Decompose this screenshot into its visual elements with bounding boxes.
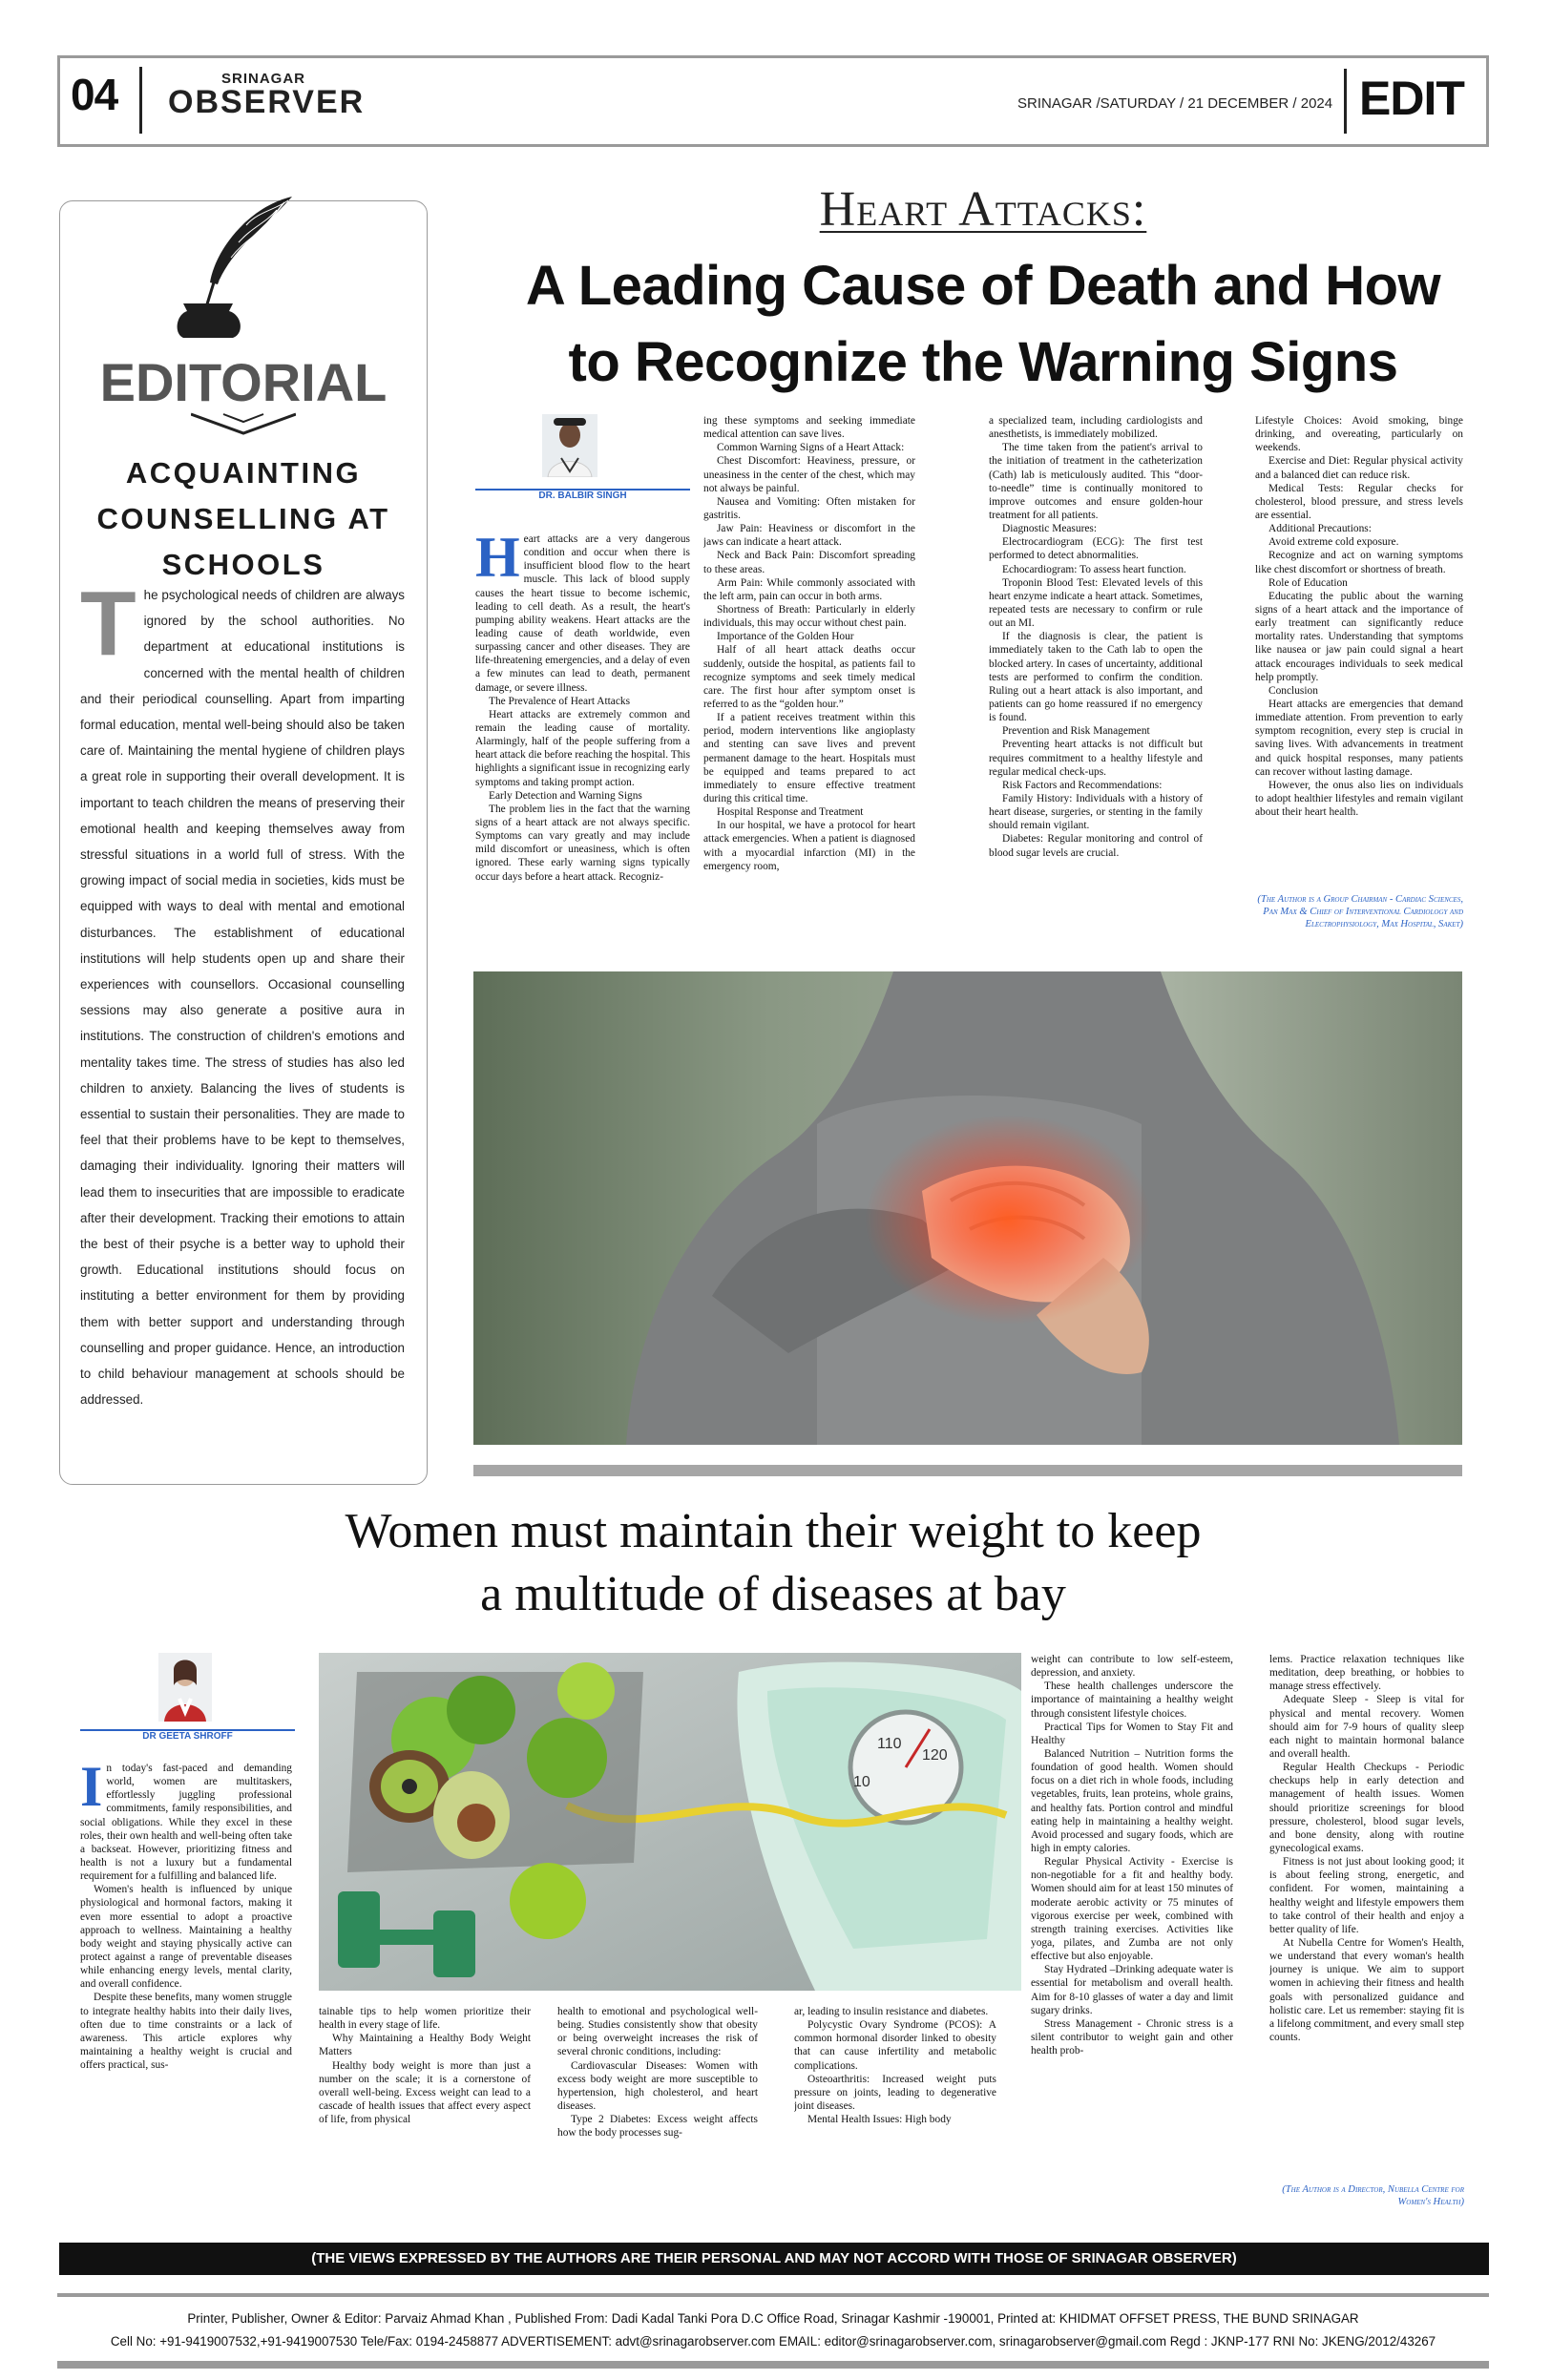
editorial-title-line: SCHOOLS [161, 548, 325, 581]
paragraph: Medical Tests: Regular checks for cholesterol, blood pressure, and stress levels are essential. [1255, 482, 1463, 521]
masthead-divider [139, 67, 142, 134]
article2-headline-line: a multitude of diseases at bay [480, 1567, 1066, 1621]
paragraph: Recognize and act on warning symptoms like chest discomfort or shortness of breath. [1255, 550, 1463, 575]
article1-headline-line: to Recognize the Warning Signs [568, 331, 1398, 393]
article2-dropcap: I [80, 1762, 103, 1818]
paragraph: Adequate Sleep - Sleep is vital for physical and mental recovery. Women should aim for 7-9 hours of quality sleep each night to maintain hormonal balance and overall health. [1269, 1694, 1464, 1760]
article1-author: DR. BALBIR SINGH [538, 491, 627, 501]
paragraph: Preventing heart attacks is not difficult but requires commitment to a healthy lifestyle and regular medical check-ups. [989, 739, 1203, 778]
author-photo [158, 1653, 212, 1722]
section-separator [473, 1465, 1462, 1476]
paper-name: OBSERVER [168, 84, 366, 120]
paragraph: Exercise and Diet: Regular physical activity and a balanced diet can reduce risk. [1255, 455, 1463, 481]
article2-column-2 [319, 2005, 531, 2234]
paragraph: health to emotional and psychological well-being. Studies consistently show that obesity or being overweight increases the risk of several chronic conditions, including: [557, 2006, 758, 2058]
paragraph: Electrocardiogram (ECG): The first test performed to detect abnormalities. [989, 536, 1203, 562]
quill-ink-icon [162, 191, 305, 342]
paper-name-small: SRINAGAR [221, 71, 306, 87]
footer-rule-bottom [57, 2361, 1489, 2369]
chest-pain-photo [473, 971, 1462, 1445]
section-label: EDIT [1359, 72, 1464, 125]
paragraph: Arm Pain: While commonly associated with the left arm, pain can occur in both arms. [703, 576, 915, 602]
paragraph: Shortness of Breath: Particularly in elderly individuals, this may occur without chest pain. [703, 603, 915, 630]
paragraph: Family History: Individuals with a history of heart disease, surgeries, or stenting in the family should remain vigilant. [989, 792, 1203, 832]
paragraph: Heart attacks are emergencies that demand immediate attention. From prevention to early symptom recognition, every step is crucial in saving lives. With advancements in treatment and quick hospital responses, many patients can recover without lasting damage. [1255, 698, 1463, 778]
scale-number: 10 [853, 1774, 870, 1790]
article1-column-4 [1255, 414, 1463, 884]
paragraph: Importance of the Golden Hour [717, 631, 854, 643]
article1-column-2 [703, 414, 915, 945]
paragraph: If a patient receives treatment within this period, modern interventions like angioplasty and stenting can save lives and prevent permanent damage to the heart. Hospitals must be equipped and teams prepared to act immediately to ensure effective treatment during this critical time. [703, 712, 915, 804]
paragraph: Lifestyle Choices: Avoid smoking, binge drinking, and overeating, particularly on weekends. [1255, 415, 1463, 454]
paragraph: Healthy body weight is more than just a number on the scale; it is a cornerstone of overall well-being. Excess weight can lead to a cascade of health issues that affect every aspect of life, from physical [319, 2059, 531, 2126]
paragraph: The time taken from the patient's arrival to the initiation of treatment in the catheterization (Cath) lab is meticulously audited. This “door-to-needle” time is continually monitored to improve outcomes and ensure golden-hour treatment for all patients. [989, 442, 1203, 521]
paragraph: Type 2 Diabetes: Excess weight affects how the body processes sug- [557, 2114, 758, 2140]
paragraph: Neck and Back Pain: Discomfort spreading to these areas. [703, 550, 915, 575]
paragraph: Educating the public about the warning signs of a heart attack and the importance of early treatment can significantly reduce mortality rates. Understanding that symptoms like nausea or jaw pain could signal a heart attack encourages individuals to seek medical help promptly. [1255, 590, 1463, 683]
paragraph: tainable tips to help women prioritize their health in every stage of life. [319, 2006, 531, 2032]
editorial-text: he psychological needs of children are always ignored by the school authorities. No department at educational institutions is concerned with the mental health of children and their periodical counselling. Apart from imparting formal education, mental well-being should also be taken care of. Maintaining the mental hygiene of children plays a great role in supporting their overall development. It is important to teach children the means of preserving their emotional health and keeping themselves away from stressful situations in a world full of stress. With the growing impact of social media in societies, kids must be equipped with ways to deal with mental and emotional disturbances. The establishment of educational institutions will help students open up and share their experiences with counsellors. Occasional counselling sessions may also generate a positive aura in institutions. The construction of children's emotions and mentality takes time. The stress of studies has also led children to anxiety. Balancing the lives of students is essential to sustain their personalities. They are made to feel that their problems have to be kept to themselves, damaging their individuality. Ignoring their matters will lead them to insecurities that are impossible to eradicate after their development. Tracking their emotions to attain the best of their psyche is a better way to uphold their growth. Educational institutions should focus on instituting a better environment for them by providing them with better support and understanding through counselling and proper guidance. Hence, an introduction to child behaviour management at schools should be addressed. [80, 588, 405, 1408]
article2-credit: (The Author is a Director, Nubella Centre for Women's Health) [1282, 2184, 1464, 2208]
article2-headline [57, 1500, 1489, 1626]
paragraph: weight can contribute to low self-esteem, depression, and anxiety. [1031, 1654, 1233, 1680]
paragraph: Role of Education [1268, 576, 1348, 589]
paragraph: Heart attacks are extremely common and remain the leading cause of mortality. Alarmingly, half of the people suffering from a heart attack die before reaching the hospital. This highlights a significant issue in recognizing early symptoms and taking prompt action. [475, 708, 690, 788]
editorial-dropcap: T [80, 582, 136, 675]
paragraph: These health challenges underscore the importance of maintaining a healthy weight through consistent lifestyle choices. [1031, 1681, 1233, 1720]
paragraph: Despite these benefits, many women struggle to integrate healthy habits into their daily lives, often due to time constraints or a lack of awareness. This article explores why maintaining a healthy weight is crucial and offers practical, sus- [80, 1992, 292, 2072]
article2-headline-line: Women must maintain their weight to keep [345, 1504, 1202, 1558]
paragraph: Nausea and Vomiting: Often mistaken for gastritis. [703, 495, 915, 521]
paragraph: If the diagnosis is clear, the patient is immediately taken to the Cath lab to open the blocked artery. In cases of uncertainty, additional tests are performed to confirm the condition. Ruling out a heart attack is also important, and patients can go home reassured if no emergency is found. [989, 631, 1203, 724]
paragraph: eart attacks are a very dangerous condition and occur when there is insufficient blood flow to the heart muscle. This lack of blood supply causes the heart tissue to become ischemic, leading to cell death. As a result, the heart's pumping ability weakens. Heart attacks are the leading cause of death worldwide, even surpassing cancer and other diseases. They are life-threatening emergencies, and a delay of even a few minutes can lead to death, permanent damage, or severe illness. [475, 533, 690, 694]
page-number: 04 [71, 70, 118, 119]
fruits-scale-photo [319, 1653, 1021, 1991]
article1-column-3 [989, 414, 1203, 945]
editorial-title-line: ACQUAINTING [125, 456, 362, 490]
paragraph: Echocardiogram: To assess heart function. [1002, 563, 1186, 575]
paragraph: Why Maintaining a Healthy Body Weight Matters [319, 2033, 531, 2058]
paragraph: Mental Health Issues: High body [807, 2114, 952, 2126]
article2-column-4 [794, 2005, 996, 2234]
editorial-label: EDITORIAL [99, 352, 388, 412]
paragraph: Prevention and Risk Management [1002, 725, 1150, 738]
paragraph: Common Warning Signs of a Heart Attack: [717, 442, 905, 454]
scale-number: 120 [922, 1747, 948, 1764]
editorial-title-line: COUNSELLING AT [96, 502, 390, 535]
editorial-title [59, 450, 428, 588]
paragraph: Avoid extreme cold exposure. [1268, 536, 1399, 549]
scale-number: 110 [877, 1736, 902, 1752]
paragraph: Polycystic Ovary Syndrome (PCOS): A common hormonal disorder linked to obesity that can cause infertility and metabolic complications. [794, 2019, 996, 2072]
paragraph: Diagnostic Measures: [1002, 523, 1098, 535]
article1-dropcap: H [475, 532, 520, 589]
paragraph: ing these symptoms and seeking immediate medical attention can save lives. [703, 415, 915, 441]
author-photo [542, 414, 597, 477]
paragraph: Practical Tips for Women to Stay Fit and Healthy [1031, 1721, 1233, 1746]
paragraph: Jaw Pain: Heaviness or discomfort in the jaws can indicate a heart attack. [703, 523, 915, 549]
article2-column-3 [557, 2005, 758, 2234]
chevron-down-icon [191, 412, 296, 437]
paragraph: At Nubella Centre for Women's Health, we understand that every woman's health journey is unique. We aim to support women in achieving their fitness and health goals with personalized guidance and holistic care. Let us remember: staying fit is a lifelong commitment, and every small step counts. [1269, 1936, 1464, 2043]
imprint-line-2: Cell No: +91-9419007532,+91-9419007530 Tele/Fax: 0194-2458877 ADVERTISEMENT: advt@srinagarobserver.com EMAIL: editor@srinagarobserver.com, srinagarobserver@gmail.com Regd : JKNP-177 RNI No: JKENG/2012/43267 [110, 2334, 1436, 2349]
article2-column-1 [80, 1762, 292, 2229]
editorial-body [80, 582, 405, 1474]
paragraph: In our hospital, we have a protocol for heart attack emergencies. When a patient is diagnosed with a myocardial infarction (MI) in the emergency room, [703, 820, 915, 872]
disclaimer-bar: (THE VIEWS EXPRESSED BY THE AUTHORS ARE THEIR PERSONAL AND MAY NOT ACCORD WITH THOSE OF SRINAGAR OBSERVER) [59, 2243, 1489, 2275]
article1-column-1 [475, 532, 690, 943]
paragraph: Early Detection and Warning Signs [489, 789, 642, 802]
paragraph: Chest Discomfort: Heaviness, pressure, or uneasiness in the center of the chest, which may not always be painful. [703, 455, 915, 494]
paragraph: Balanced Nutrition – Nutrition forms the foundation of good health. Women should focus on a diet rich in whole foods, including vegetables, fruits, lean proteins, whole grains, and healthy fats. Portion control and mindful eating help in maintaining a healthy weight. Avoid processed and sugary foods, which are high in empty calories. [1031, 1747, 1233, 1854]
paragraph: Regular Health Checkups - Periodic checkups help in early detection and management of health issues. Women should prioritize screenings for blood pressure, cholesterol, blood sugar levels, and bone density, along with routine gynecological exams. [1269, 1762, 1464, 1854]
paragraph: Fitness is not just about looking good; it is about feeling strong, energetic, and confident. For women, maintaining a healthy weight and lifestyle empowers them to take control of their health and enjoy a better quality of life. [1269, 1856, 1464, 1935]
paragraph: However, the onus also lies on individuals to adopt healthier lifestyles and remain vigilant about their heart health. [1255, 779, 1463, 819]
article1-headline [449, 248, 1518, 401]
paragraph: Half of all heart attack deaths occur suddenly, outside the hospital, as patients fail to recognize symptoms and seek timely medical care. The first hour after symptom onset is referred to as the “golden hour.” [703, 644, 915, 710]
paragraph: Regular Physical Activity - Exercise is non-negotiable for a fit and healthy body. Women should aim for at least 150 minutes of moderate aerobic activity or 75 minutes of vigorous exercise per week, combined with strength training exercises. Activities like yoga, pilates, and Zumba are not only effective but also enjoyable. [1031, 1856, 1233, 1963]
paragraph: lems. Practice relaxation techniques like meditation, deep breathing, or hobbies to manage stress effectively. [1269, 1654, 1464, 1693]
paragraph: a specialized team, including cardiologists and anesthetists, is immediately mobilized. [989, 415, 1203, 441]
imprint-line-1: Printer, Publisher, Owner & Editor: Parvaiz Ahmad Khan , Published From: Dadi Kadal Tanki Pora D.C Office Road, Srinagar Kashmir -190001, Printed at: KHIDMAT OFFSET PRESS, THE BUND SRINAGAR [187, 2311, 1359, 2326]
dateline: SRINAGAR /SATURDAY / 21 DECEMBER / 2024 [1017, 95, 1333, 112]
footer-rule-top [57, 2293, 1489, 2297]
paragraph: Troponin Blood Test: Elevated levels of this heart enzyme indicate a heart attack. Sometimes, repeated tests are necessary to confirm or rule out an MI. [989, 576, 1203, 630]
paragraph: Stay Hydrated –Drinking adequate water is essential for metabolism and overall health. Aim for 8-10 glasses of water a day and limit sugary drinks. [1031, 1964, 1233, 2016]
paragraph: Stress Management - Chronic stress is a silent contributor to weight gain and other health prob- [1031, 2017, 1233, 2057]
paragraph: Risk Factors and Recommendations: [1002, 779, 1163, 791]
paragraph: Osteoarthritis: Increased weight puts pressure on joints, leading to degenerative joint diseases. [794, 2073, 996, 2112]
masthead-divider-right [1344, 69, 1347, 134]
paragraph: Cardiovascular Diseases: Women with excess body weight are more susceptible to hypertension, high cholesterol, and heart diseases. [557, 2059, 758, 2112]
article2-author: DR GEETA SHROFF [142, 1731, 233, 1742]
paragraph: n today's fast-paced and demanding world, women are multitaskers, effortlessly juggling professional commitments, family responsibilities, and social obligations. While they excel in these roles, their own health and well-being often take a backseat. However, prioritizing fitness and health is not a luxury but a fundamental requirement for a fulfilling and balanced life. [80, 1763, 292, 1883]
paragraph: Women's health is influenced by unique physiological and hormonal factors, making it even more essential to adopt a proactive approach to wellness. Maintaining a healthy body weight and staying physically active can protect against a range of preventable diseases while enhancing energy levels, mental clarity, and overall confidence. [80, 1884, 292, 1991]
article1-headline-line: A Leading Cause of Death and How [525, 255, 1441, 317]
paragraph: ar, leading to insulin resistance and diabetes. [794, 2006, 989, 2017]
paragraph: Diabetes: Regular monitoring and control of blood sugar levels are crucial. [989, 833, 1203, 859]
paragraph: The problem lies in the fact that the warning signs of a heart attack are not always specific. Symptoms can vary greatly and may include mild discomfort or uneasiness, which is often ignored. These early warning signs typically occur days before a heart attack. Recogniz- [475, 803, 690, 883]
paragraph: The Prevalence of Heart Attacks [489, 695, 631, 707]
article2-column-6 [1269, 1653, 1464, 2176]
paragraph: Additional Precautions: [1268, 523, 1372, 535]
paragraph: Conclusion [1268, 684, 1318, 697]
article1-kicker: Heart Attacks: [819, 182, 1147, 237]
article2-column-5 [1031, 1653, 1233, 2233]
paragraph: Hospital Response and Treatment [717, 806, 864, 819]
article1-credit: (The Author is a Group Chairman - Cardiac Sciences, Pan Max & Chief of Interventional Cardiology and Electrophysiology, Max Hospital, Saket) [1257, 894, 1463, 930]
